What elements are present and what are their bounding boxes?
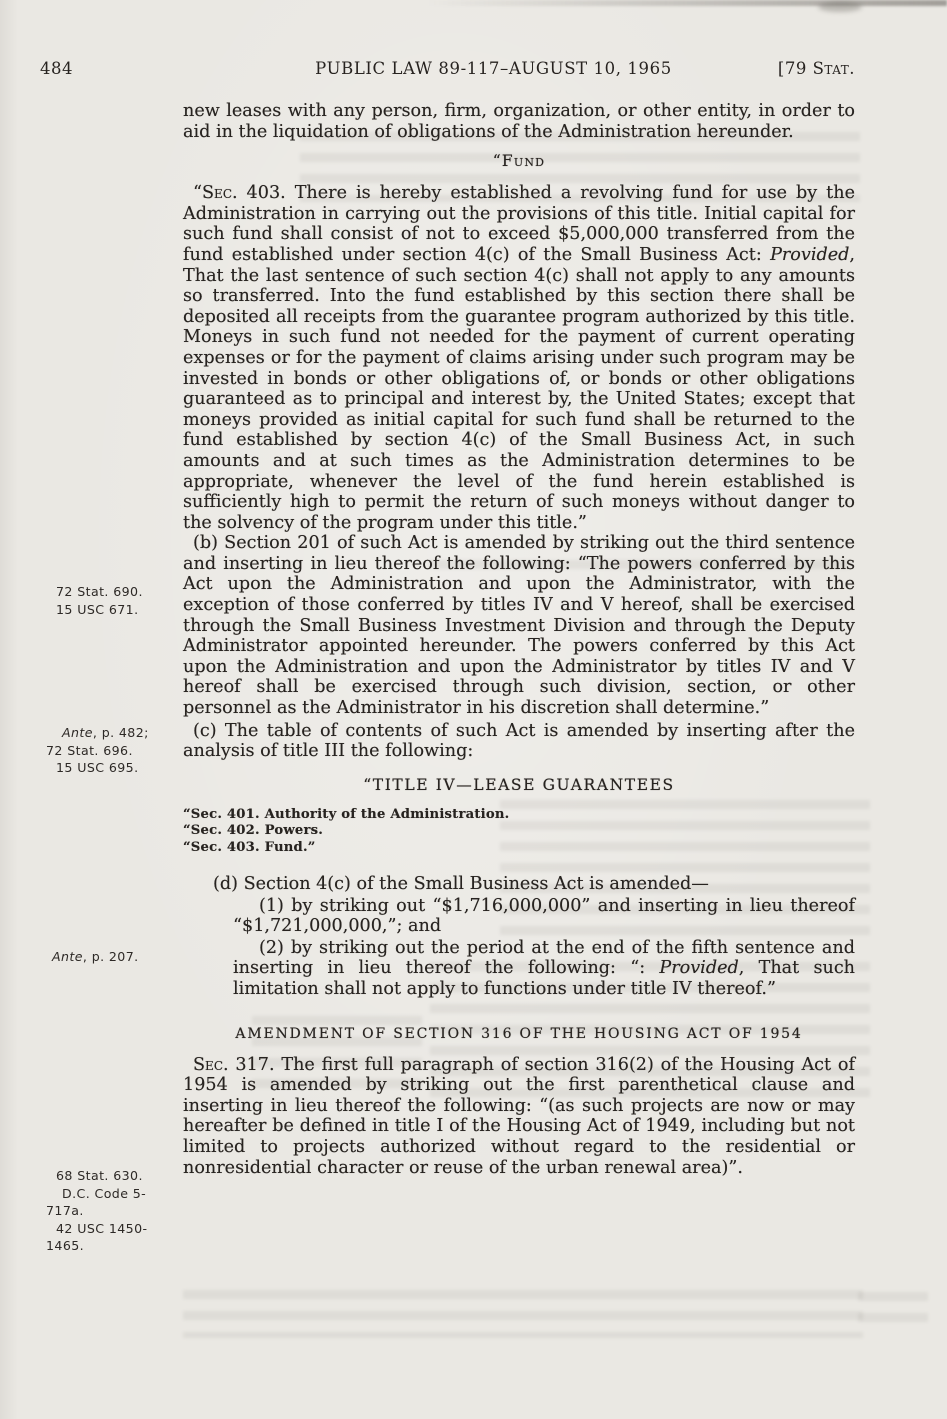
- margin-note-sec-4c: [46, 948, 188, 966]
- paragraph-d-group: [183, 874, 855, 1000]
- paragraph-d-intro: (d) Section 4(c) of the Small Business Act is amended—: [213, 874, 709, 895]
- margin-note-line: 15 USC 671.: [56, 601, 139, 617]
- bleedthrough-artifact: [858, 1288, 928, 1328]
- margin-note-line: 72 Stat. 696.: [46, 742, 133, 758]
- margin-note-sec-201: [46, 583, 188, 618]
- paragraph-c: (c) The table of contents of such Act is amended by inserting after the analysis of title III the following:: [183, 720, 855, 762]
- margin-note-line: 1465.: [46, 1238, 85, 1253]
- paragraph-d-clause-1: (1) by striking out “$1,716,000,000” and inserting in lieu thereof “$1,721,000,000,”; and: [233, 895, 855, 937]
- scan-artifact-smudge: [818, 2, 862, 12]
- bleedthrough-artifact: [183, 1286, 863, 1338]
- scan-artifact-top-edge: [427, 0, 947, 6]
- margin-note-line: 717a.: [46, 1203, 84, 1218]
- amendment-heading: AMENDMENT OF SECTION 316 OF THE HOUSING ACT OF 1954: [235, 1025, 803, 1042]
- toc-entry-sec-401: “Sec. 401. Authority of the Administration.: [183, 806, 510, 822]
- sec-317-paragraph: Sec. 317. The first full paragraph of section 316(2) of the Housing Act of 1954 is amended by striking out the first parenthetical clause and inserting in lieu thereof the following: “(as such projects are now or may hereafter be defined in title I of the Housing Act of 1949, including but not limited to projects authorized without regard to the residential or nonresidential character or reuse of the urban renewal area)”.: [183, 1054, 855, 1178]
- margin-note-line: 42 USC 1450-: [56, 1220, 148, 1236]
- margin-note-line: Ante, p. 207.: [52, 949, 139, 964]
- toc-entry-sec-402: “Sec. 402. Powers.: [183, 823, 324, 839]
- statute-text-column: [183, 101, 855, 1178]
- sec-403-paragraph: “Sec. 403. There is hereby established a revolving fund for use by the Administration in carrying out the provisions of this title. Initial capital for such fund shall consist of not to exceed $5,000,000 transferred from the fund established under section 4(c) of the Small Business Act: Provided, That the last sentence of such section 4(c) shall not apply to any amounts so transferred. Into the fund established by this section there shall be deposited all receipts from the guarantee program authorized by this title. Moneys in such fund not needed for the payment of current operating expenses or for the payment of claims arising under such program may be invested in bonds or other obligations of, or bonds or other obligations guaranteed as to principal and interest by, the United States; except that moneys provided as initial capital for such fund shall be returned to the fund established by section 4(c) of the Small Business Act, in such amounts and at such times as the Administration determines to be appropriate, whenever the level of the fund herein established is sufficiently high to permit the return of such moneys without danger to the solvency of the program under this title.”: [183, 183, 855, 533]
- paragraph-d-clause-2: (2) by striking out the period at the end of the fifth sentence and inserting in lieu thereof the following: “: Provided, That such limitation shall not apply to functions under title IV thereof.”: [233, 937, 855, 999]
- margin-note-line: 15 USC 695.: [56, 760, 139, 775]
- continuation-paragraph: new leases with any person, firm, organization, or other entity, in order to aid in the liquidation of obligations of the Administration hereunder.: [183, 101, 855, 142]
- page-header: [0, 59, 947, 83]
- margin-note-line: 68 Stat. 630.: [56, 1168, 143, 1183]
- paragraph-b: (b) Section 201 of such Act is amended by striking out the third sentence and inserting in lieu thereof the following: “The powers conferred by this Act upon the Administration and upon the Administrator, with the exception of those conferred by titles IV and V hereof, shall be exercised through the Small Business Investment Division and through the Deputy Administrator appointed hereunder. The powers conferred by this Act upon the Administration and upon the Administrator by titles IV and V hereof shall be exercised through such division, section, or other personnel as the Administrator in his discretion shall determine.”: [183, 533, 855, 719]
- running-title: PUBLIC LAW 89-117–AUGUST 10, 1965: [315, 59, 672, 78]
- margin-note-titles-iv-v: [46, 724, 188, 777]
- title-iv-heading: “TITLE IV—LEASE GUARANTEES: [363, 775, 675, 794]
- margin-note-line: D.C. Code 5-: [62, 1185, 147, 1201]
- table-of-contents: [183, 807, 855, 856]
- stat-volume-citation: [79 Stat.: [777, 59, 855, 78]
- margin-note-housing-act: [46, 1167, 188, 1255]
- toc-entry-sec-403: “Sec. 403. Fund.”: [183, 839, 316, 855]
- fund-heading: “Fund: [492, 152, 546, 171]
- margin-note-line: 72 Stat. 690.: [56, 584, 143, 599]
- margin-note-line: Ante, p. 482;: [62, 725, 149, 740]
- page-number: 484: [40, 59, 73, 78]
